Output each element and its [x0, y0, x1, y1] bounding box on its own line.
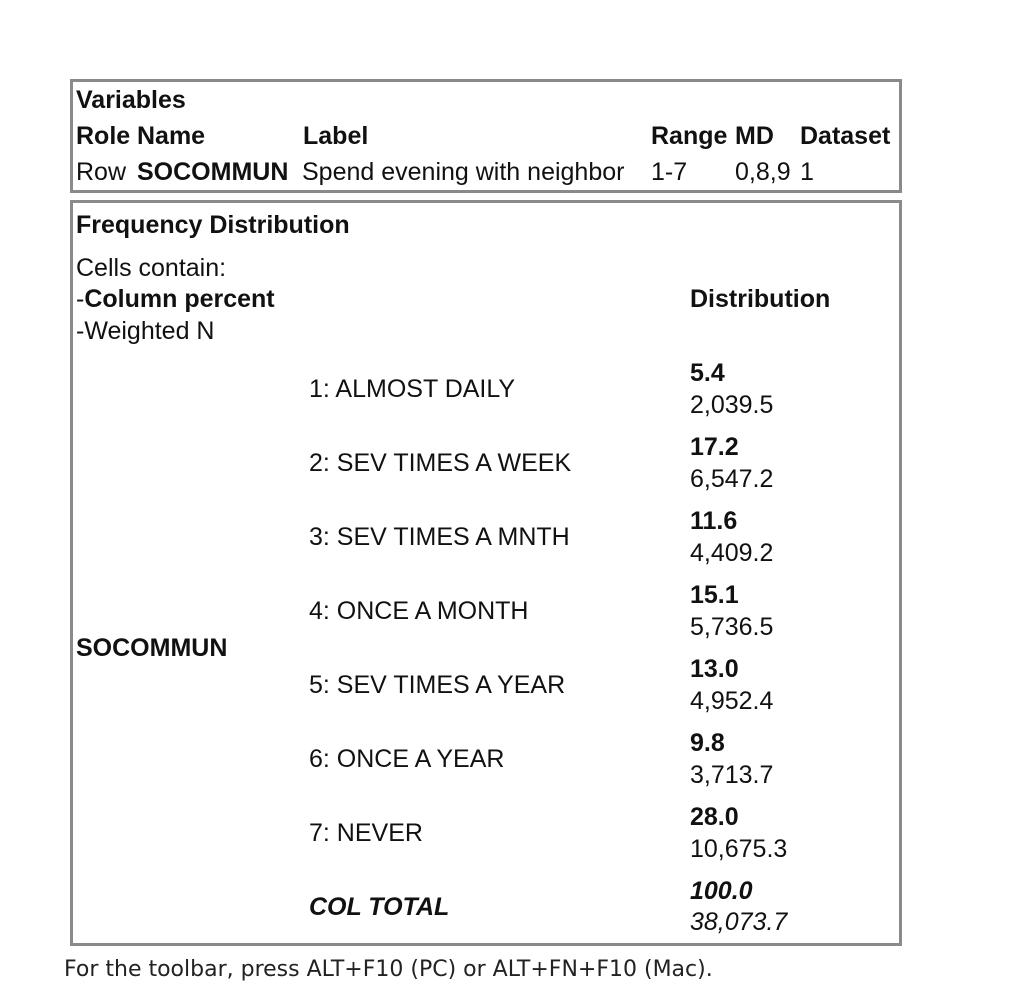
legend-column-percent-label: Column percent [84, 285, 275, 313]
category-label: 6: ONCE A YEAR [309, 745, 505, 773]
col-total-percent: 100.0 [690, 877, 753, 905]
column-percent: 13.0 [690, 655, 739, 683]
category-label: 4: ONCE A MONTH [309, 597, 529, 625]
header-range: Range [651, 122, 728, 150]
header-md: MD [735, 122, 774, 150]
weighted-n: 6,547.2 [690, 465, 774, 493]
column-percent: 28.0 [690, 803, 739, 831]
weighted-n: 2,039.5 [690, 391, 774, 419]
col-total-n: 38,073.7 [690, 908, 788, 936]
column-percent: 17.2 [690, 433, 739, 461]
row-label: Spend evening with neighbor [302, 158, 625, 186]
category-label: 5: SEV TIMES A YEAR [309, 671, 566, 699]
column-percent: 9.8 [690, 729, 725, 757]
row-variable-name: SOCOMMUN [76, 634, 228, 662]
legend-weighted-n: -Weighted N [76, 317, 215, 345]
category-label: 1: ALMOST DAILY [309, 375, 516, 403]
header-label: Label [303, 122, 369, 150]
weighted-n: 5,736.5 [690, 613, 774, 641]
legend-column-percent [76, 284, 275, 314]
row-dataset: 1 [800, 158, 814, 186]
header-name: Name [137, 122, 206, 150]
column-percent: 15.1 [690, 581, 739, 609]
variables-title: Variables [76, 86, 186, 114]
toolbar-hint: For the toolbar, press ALT+F10 (PC) or ALT+FN+F10 (Mac). [64, 957, 713, 982]
legend-dash: - [76, 285, 85, 313]
weighted-n: 4,952.4 [690, 687, 774, 715]
header-role: Role [76, 122, 131, 150]
weighted-n: 10,675.3 [690, 835, 788, 863]
column-percent: 5.4 [690, 359, 725, 387]
distribution-header: Distribution [690, 285, 831, 313]
column-percent: 11.6 [690, 507, 738, 535]
category-label: 7: NEVER [309, 819, 423, 847]
col-total-label: COL TOTAL [309, 893, 450, 921]
cells-contain: Cells contain: [76, 254, 227, 282]
row-range: 1-7 [651, 158, 688, 186]
category-label: 2: SEV TIMES A WEEK [309, 449, 572, 477]
row-md: 0,8,9 [735, 158, 791, 186]
header-dataset: Dataset [800, 122, 891, 150]
row-name: SOCOMMUN [137, 158, 289, 186]
row-role: Row [76, 158, 127, 186]
category-label: 3: SEV TIMES A MNTH [309, 523, 570, 551]
frequency-title: Frequency Distribution [76, 211, 350, 239]
weighted-n: 4,409.2 [690, 539, 774, 567]
weighted-n: 3,713.7 [690, 761, 774, 789]
